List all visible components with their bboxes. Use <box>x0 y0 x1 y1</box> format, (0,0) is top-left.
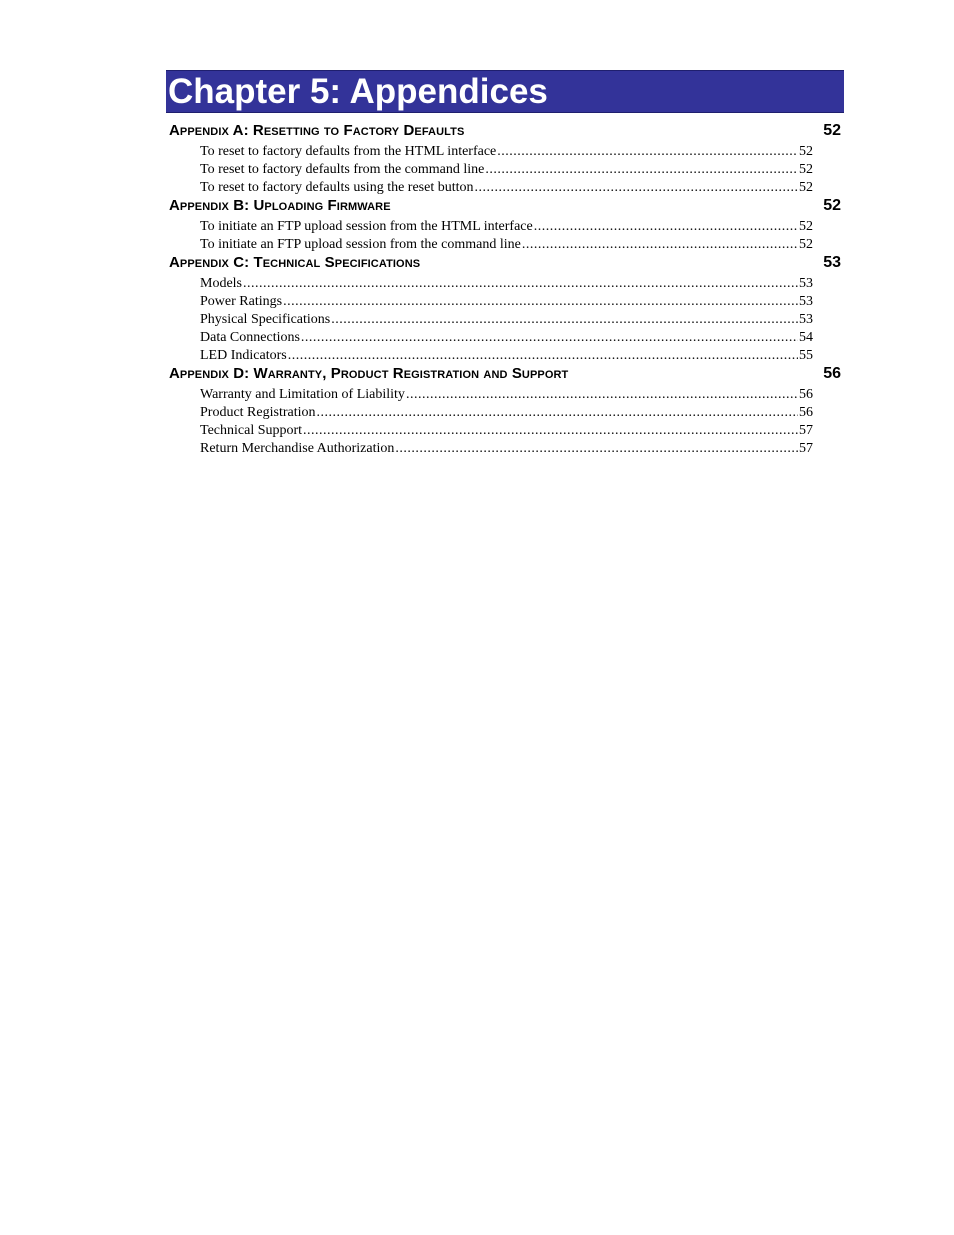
toc-entry[interactable] <box>200 143 813 161</box>
toc-entry-page: 52 <box>799 144 813 159</box>
toc-entry[interactable] <box>200 218 813 236</box>
toc-entry-page: 57 <box>799 441 813 456</box>
document-page <box>166 70 844 458</box>
toc-entry-label: Data Connections <box>200 330 300 345</box>
toc-dot-leader <box>303 422 798 440</box>
toc-entry-page: 52 <box>799 162 813 177</box>
toc-section-heading[interactable] <box>166 365 844 386</box>
toc-section-appendix-d <box>166 365 844 458</box>
toc-entry[interactable] <box>200 293 813 311</box>
toc-dot-leader <box>395 440 798 458</box>
toc-section-title: Appendix B: Uploading Firmware <box>169 197 391 214</box>
toc-entry-label: To initiate an FTP upload session from the HTML interface <box>200 219 533 234</box>
toc-entry-label: Return Merchandise Authorization <box>200 441 395 456</box>
toc-entry-page: 53 <box>799 294 813 309</box>
toc-entry-label: Warranty and Limitation of Liability <box>200 387 405 402</box>
toc-entry[interactable] <box>200 161 813 179</box>
toc-section-title: Appendix A: Resetting to Factory Defaults <box>169 122 465 139</box>
toc-entry-page: 52 <box>799 237 813 252</box>
toc-dot-leader <box>522 236 798 254</box>
toc-entry[interactable] <box>200 404 813 422</box>
toc-entry-label: To reset to factory defaults using the reset button <box>200 180 474 195</box>
toc-entry-page: 54 <box>799 330 813 345</box>
toc-entry-label: Models <box>200 276 242 291</box>
toc-section-page: 52 <box>823 197 841 214</box>
toc-section-title: Appendix C: Technical Specifications <box>169 254 421 271</box>
toc-entry-label: LED Indicators <box>200 348 287 363</box>
toc-entry-page: 56 <box>799 387 813 402</box>
toc-entry-label: Physical Specifications <box>200 312 331 327</box>
toc-entry-page: 57 <box>799 423 813 438</box>
toc-entry[interactable] <box>200 347 813 365</box>
toc-dot-leader <box>288 347 798 365</box>
toc-section-heading[interactable] <box>166 122 844 143</box>
chapter-banner <box>166 70 844 113</box>
toc-entry-page: 56 <box>799 405 813 420</box>
toc-entry[interactable] <box>200 236 813 254</box>
toc-entry-page: 55 <box>799 348 813 363</box>
toc-dot-leader <box>283 293 798 311</box>
toc-dot-leader <box>243 275 798 293</box>
toc-dot-leader <box>497 143 798 161</box>
toc-entry[interactable] <box>200 440 813 458</box>
toc-entry-label: Product Registration <box>200 405 316 420</box>
toc-section-heading[interactable] <box>166 254 844 275</box>
toc-section-appendix-b <box>166 197 844 254</box>
toc-dot-leader <box>331 311 798 329</box>
toc-entry-label: To initiate an FTP upload session from the command line <box>200 237 521 252</box>
toc-entry-page: 53 <box>799 312 813 327</box>
toc-entry[interactable] <box>200 179 813 197</box>
table-of-contents <box>166 122 844 458</box>
toc-entry[interactable] <box>200 275 813 293</box>
toc-dot-leader <box>485 161 798 179</box>
toc-entry[interactable] <box>200 329 813 347</box>
toc-section-heading[interactable] <box>166 197 844 218</box>
toc-section-page: 56 <box>823 365 841 382</box>
toc-dot-leader <box>317 404 799 422</box>
toc-section-page: 52 <box>823 122 841 139</box>
toc-entry-page: 52 <box>799 180 813 195</box>
toc-entry-label: To reset to factory defaults from the command line <box>200 162 485 177</box>
toc-dot-leader <box>475 179 799 197</box>
toc-dot-leader <box>534 218 798 236</box>
toc-entry[interactable] <box>200 311 813 329</box>
toc-entry-page: 52 <box>799 219 813 234</box>
toc-entry[interactable] <box>200 422 813 440</box>
toc-section-title: Appendix D: Warranty, Product Registration and Support <box>169 365 569 382</box>
toc-entry-page: 53 <box>799 276 813 291</box>
toc-section-appendix-a <box>166 122 844 197</box>
toc-entry[interactable] <box>200 386 813 404</box>
toc-entry-label: To reset to factory defaults from the HTML interface <box>200 144 497 159</box>
toc-dot-leader <box>406 386 798 404</box>
toc-entry-label: Power Ratings <box>200 294 283 309</box>
toc-dot-leader <box>301 329 798 347</box>
toc-section-page: 53 <box>823 254 841 271</box>
toc-section-appendix-c <box>166 254 844 365</box>
chapter-title: Chapter 5: Appendices <box>168 72 548 111</box>
toc-entry-label: Technical Support <box>200 423 303 438</box>
